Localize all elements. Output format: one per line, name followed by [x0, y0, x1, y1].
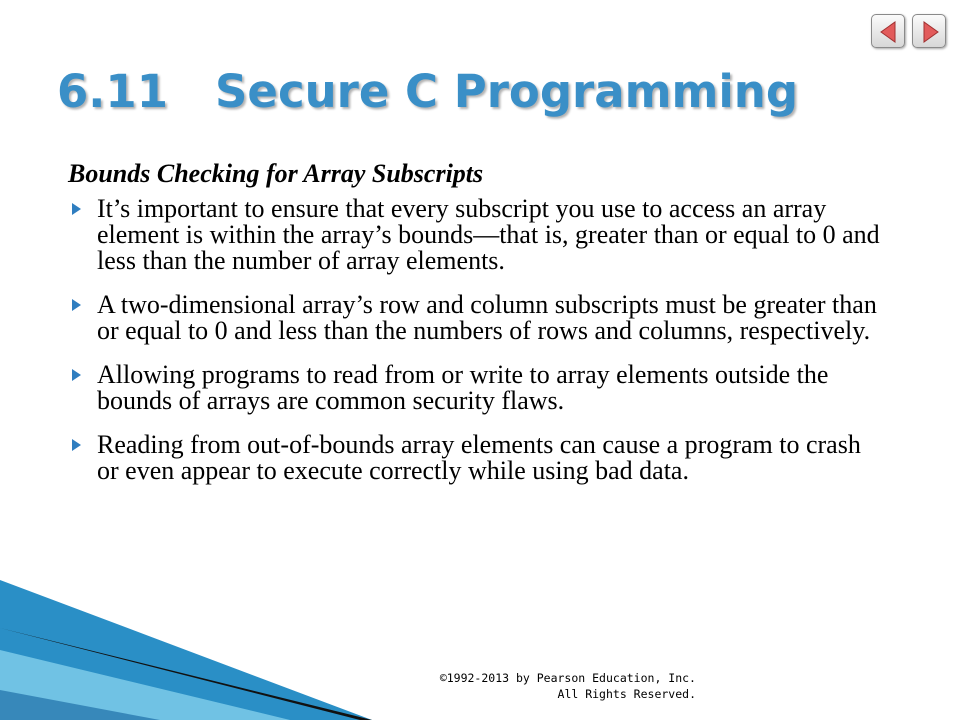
- triangle-right-icon: [913, 15, 947, 49]
- bullet-item: [68, 196, 888, 274]
- bullet-text: It’s important to ensure that every subscript you use to access an array element is within the array’s bounds—that is, greater than or equal to 0 and less than the number of array elements.: [97, 194, 880, 275]
- bullet-text: Allowing programs to read from or write to array elements outside the bounds of arrays are common security flaws.: [97, 360, 829, 415]
- bullet-item: [68, 292, 888, 344]
- slide-title: 6.11 Secure C Programming: [57, 65, 799, 118]
- copyright-line: ©1992-2013 by Pearson Education, Inc.: [439, 671, 696, 685]
- bullet-text: A two-dimensional array’s row and column subscripts must be greater than or equal to 0 and less than the numbers of rows and columns, respectively.: [97, 290, 877, 345]
- copyright-footer: [430, 670, 696, 702]
- bullet-arrow-icon: [72, 299, 81, 311]
- rights-line: All Rights Reserved.: [557, 687, 696, 701]
- previous-slide-button[interactable]: [871, 14, 905, 48]
- bullet-arrow-icon: [72, 369, 81, 381]
- bullet-item: [68, 362, 888, 414]
- bullet-arrow-icon: [72, 203, 81, 215]
- bullet-list: [68, 196, 888, 502]
- triangle-left-icon: [872, 15, 906, 49]
- bullet-text: Reading from out-of-bounds array elements can cause a program to crash or even appear to execute correctly while using bad data.: [97, 430, 861, 485]
- bullet-arrow-icon: [72, 439, 81, 451]
- bullet-item: [68, 432, 888, 484]
- next-slide-button[interactable]: [912, 14, 946, 48]
- section-subheading: Bounds Checking for Array Subscripts: [68, 159, 484, 188]
